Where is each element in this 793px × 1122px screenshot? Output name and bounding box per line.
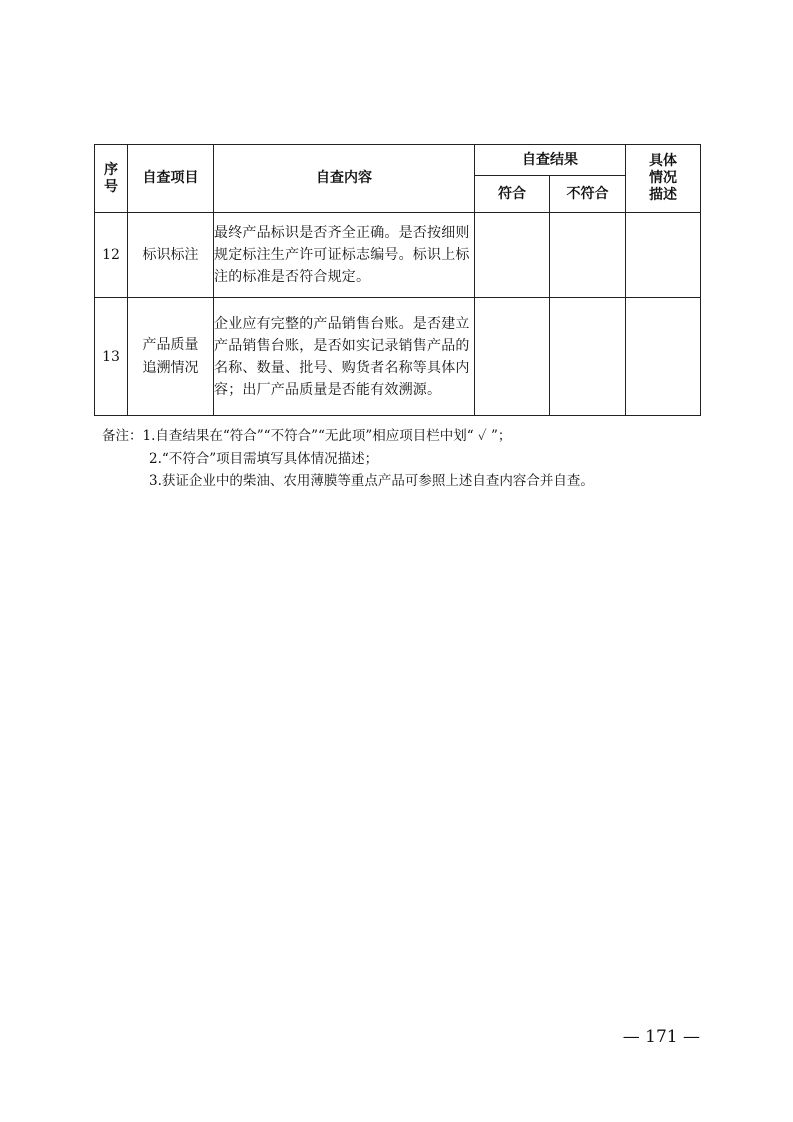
header-result-nonconform: 不符合: [550, 176, 626, 213]
notes: [102, 425, 722, 493]
row-nonconform-cell[interactable]: [550, 213, 626, 298]
note-line-3: 3.获证企业中的柴油、农用薄膜等重点产品可参照上述自查内容合并自查。: [149, 473, 594, 489]
row-conform-cell[interactable]: [475, 298, 550, 416]
row-detail-cell[interactable]: [626, 298, 701, 416]
row-item: 标识标注: [128, 213, 214, 298]
row-item: 产品质量追溯情况: [128, 298, 214, 416]
table-row: [95, 298, 701, 416]
header-content: 自查内容: [214, 145, 475, 213]
row-seq: 13: [95, 298, 128, 416]
header-result: 自查结果: [475, 145, 626, 176]
row-conform-cell[interactable]: [475, 213, 550, 298]
self-check-table: [94, 144, 701, 416]
row-content: 最终产品标识是否齐全正确。是否按细则规定标注生产许可证标志编号。标识上标注的标准是否符合规定。: [214, 213, 475, 298]
header-result-conform: 符合: [475, 176, 550, 213]
header-detail: 具体情况描述: [626, 145, 701, 213]
header-item: 自查项目: [128, 145, 214, 213]
note-line-1: 备注：1.自查结果在“符合”“不符合”“无此项”相应项目栏中划“ ✓ ”；: [102, 428, 512, 444]
table-row: [95, 213, 701, 298]
row-detail-cell[interactable]: [626, 213, 701, 298]
header-seq: 序号: [95, 145, 128, 213]
row-seq: 12: [95, 213, 128, 298]
row-content: 企业应有完整的产品销售台账。是否建立产品销售台账，是否如实记录销售产品的名称、数量、批号、购货者名称等具体内容；出厂产品质量是否能有效溯源。: [214, 298, 475, 416]
page-number: — 171 —: [622, 1027, 700, 1047]
row-nonconform-cell[interactable]: [550, 298, 626, 416]
note-line-2: 2.“不符合”项目需填写具体情况描述；: [149, 450, 379, 467]
